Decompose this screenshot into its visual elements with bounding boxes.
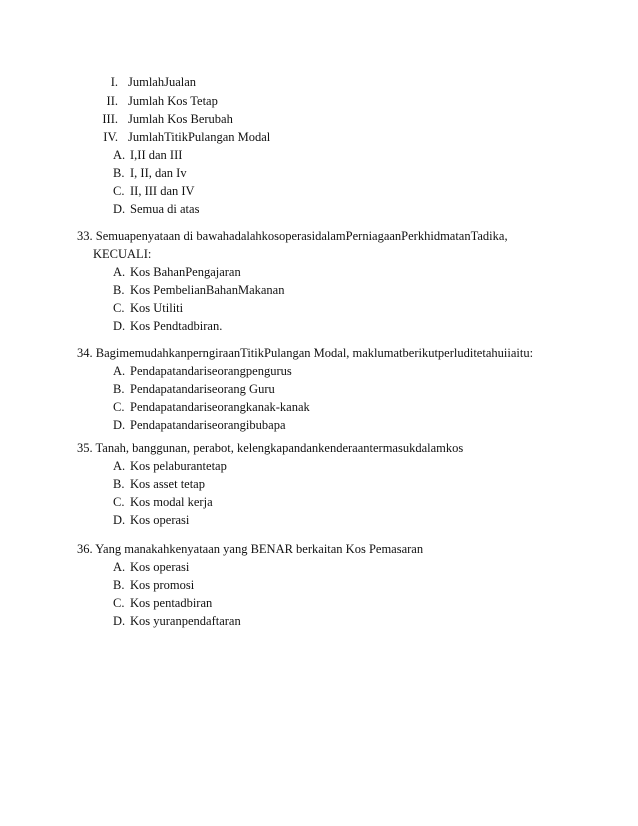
option-text: Pendapatandariseorang Guru: [130, 382, 275, 396]
option-letter: C.: [113, 495, 125, 509]
option-text: I, II, dan Iv: [130, 166, 187, 180]
option-text: Kos operasi: [130, 560, 190, 574]
option-letter: D.: [113, 202, 126, 216]
roman-numeral: I.: [110, 75, 118, 89]
option-letter: A.: [113, 560, 126, 574]
question-text: 35. Tanah, banggunan, perabot, kelengkapandankenderaantermasukdalamkos: [77, 441, 464, 455]
option-letter: D.: [113, 418, 126, 432]
option-text: Kos BahanPengajaran: [130, 265, 241, 279]
option-text: Pendapatandariseorangkanak-kanak: [130, 400, 310, 414]
option-text: Kos Utiliti: [130, 301, 184, 315]
option-letter: D.: [113, 614, 126, 628]
option-letter: A.: [113, 364, 126, 378]
option-letter: B.: [113, 578, 125, 592]
option-letter: B.: [113, 477, 125, 491]
option-text: Kos pentadbiran: [130, 596, 213, 610]
option-letter: A.: [113, 459, 126, 473]
option-letter: C.: [113, 400, 125, 414]
option-text: Kos yuranpendaftaran: [130, 614, 241, 628]
option-text: Kos asset tetap: [130, 477, 205, 491]
question-text: 33. Semuapenyataan di bawahadalahkosoperasidalamPerniagaanPerkhidmatanTadika,: [77, 229, 508, 243]
option-letter: B.: [113, 166, 125, 180]
option-letter: B.: [113, 382, 125, 396]
roman-numeral: IV.: [103, 130, 118, 144]
option-text: I,II dan III: [130, 148, 183, 162]
option-text: Kos PembelianBahanMakanan: [130, 283, 285, 297]
roman-numeral: II.: [106, 94, 118, 108]
option-text: Kos promosi: [130, 578, 195, 592]
option-text: Kos Pendtadbiran.: [130, 319, 223, 333]
option-text: Pendapatandariseorangpengurus: [130, 364, 292, 378]
option-letter: A.: [113, 148, 126, 162]
option-text: Semua di atas: [130, 202, 200, 216]
roman-item-text: JumlahJualan: [128, 75, 197, 89]
question-text: 36. Yang manakahkenyataan yang BENAR berkaitan Kos Pemasaran: [77, 542, 424, 556]
option-text: Kos operasi: [130, 513, 190, 527]
option-letter: A.: [113, 265, 126, 279]
roman-numeral: III.: [102, 112, 118, 126]
option-letter: B.: [113, 283, 125, 297]
option-letter: C.: [113, 596, 125, 610]
option-text: II, III dan IV: [130, 184, 195, 198]
option-letter: C.: [113, 301, 125, 315]
option-text: Pendapatandariseorangibubapa: [130, 418, 286, 432]
question-text: 34. BagimemudahkanperngiraanTitikPulangan Modal, maklumatberikutperluditetahuiiaitu:: [77, 346, 534, 360]
question-text: KECUALI:: [93, 247, 152, 261]
option-letter: C.: [113, 184, 125, 198]
option-letter: D.: [113, 319, 126, 333]
option-letter: D.: [113, 513, 126, 527]
option-text: Kos pelaburantetap: [130, 459, 227, 473]
roman-item-text: Jumlah Kos Tetap: [128, 94, 218, 108]
roman-item-text: JumlahTitikPulangan Modal: [128, 130, 271, 144]
option-text: Kos modal kerja: [130, 495, 213, 509]
roman-item-text: Jumlah Kos Berubah: [128, 112, 233, 126]
